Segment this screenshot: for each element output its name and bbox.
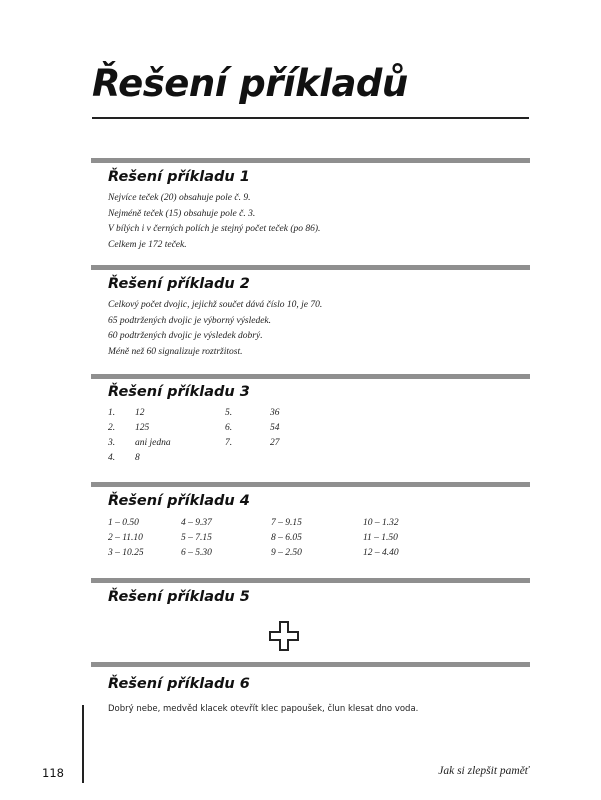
title-rule (92, 117, 529, 119)
answer-number: 1. (108, 408, 116, 418)
time-answer: 4 – 9.37 (181, 518, 212, 528)
answer-value: 27 (270, 438, 280, 448)
section-heading-1: Řešení příkladu 1 (108, 169, 250, 185)
section-1-text (108, 191, 320, 253)
answer-value: ani jedna (135, 438, 171, 448)
section-divider (91, 662, 530, 667)
section-2-text (108, 298, 322, 360)
answer-value: 54 (270, 423, 280, 433)
time-answer: 9 – 2.50 (271, 548, 302, 558)
section-divider (91, 578, 530, 583)
answer-value: 8 (135, 453, 140, 463)
text-line: 65 podtržených dvojic je výborný výsledek. (108, 315, 272, 326)
time-answer: 1 – 0.50 (108, 518, 139, 528)
text-line: Celkový počet dvojic, jejichž součet dává číslo 10, je 70. (108, 300, 323, 310)
section-heading-4: Řešení příkladu 4 (108, 493, 250, 509)
text-line: Nejméně teček (15) obsahuje pole č. 3. (108, 208, 256, 219)
time-answer: 6 – 5.30 (181, 548, 212, 558)
section-divider (91, 482, 530, 487)
answer-number: 5. (225, 408, 233, 418)
answer-value: 125 (135, 423, 150, 433)
answer-number: 3. (108, 438, 116, 448)
section-divider (91, 265, 530, 270)
section-heading-2: Řešení příkladu 2 (108, 276, 250, 292)
answer-number: 2. (108, 423, 116, 433)
answer-number: 7. (225, 438, 233, 448)
time-answer: 10 – 1.32 (363, 518, 399, 528)
section-6-text: Dobrý nebe, medvěd klacek otevřít klec papoušek, člun klesat dno voda. (108, 704, 419, 714)
time-answer: 12 – 4.40 (363, 548, 399, 558)
text-line: Celkem je 172 teček. (108, 239, 187, 250)
section-divider (91, 158, 530, 163)
text-line: Méně než 60 signalizuje roztržitost. (108, 346, 243, 357)
section-heading-5: Řešení příkladu 5 (108, 589, 250, 605)
footer-rule (82, 705, 84, 783)
answer-value: 36 (270, 408, 280, 418)
text-line: V bílých i v černých polích je stejný počet teček (po 86). (108, 224, 321, 234)
time-answer: 2 – 11.10 (108, 533, 143, 543)
time-answer: 7 – 9.15 (271, 518, 302, 528)
section-divider (91, 374, 530, 379)
page-number: 118 (42, 766, 64, 780)
section-heading-6: Řešení příkladu 6 (108, 676, 250, 692)
time-answer: 3 – 10.25 (108, 548, 144, 558)
time-answer: 8 – 6.05 (271, 533, 302, 543)
section-heading-3: Řešení příkladu 3 (108, 384, 250, 400)
answer-number: 6. (225, 423, 233, 433)
time-answer: 11 – 1.50 (363, 533, 398, 543)
cross-icon (269, 621, 299, 651)
time-answer: 5 – 7.15 (181, 533, 212, 543)
page-title: Řešení příkladů (92, 62, 408, 105)
answer-number: 4. (108, 453, 116, 463)
text-line: Nejvíce teček (20) obsahuje pole č. 9. (108, 193, 251, 203)
answer-value: 12 (135, 408, 145, 418)
book-title: Jak si zlepšit paměť (438, 765, 529, 777)
text-line: 60 podtržených dvojic je výsledek dobrý. (108, 331, 263, 341)
